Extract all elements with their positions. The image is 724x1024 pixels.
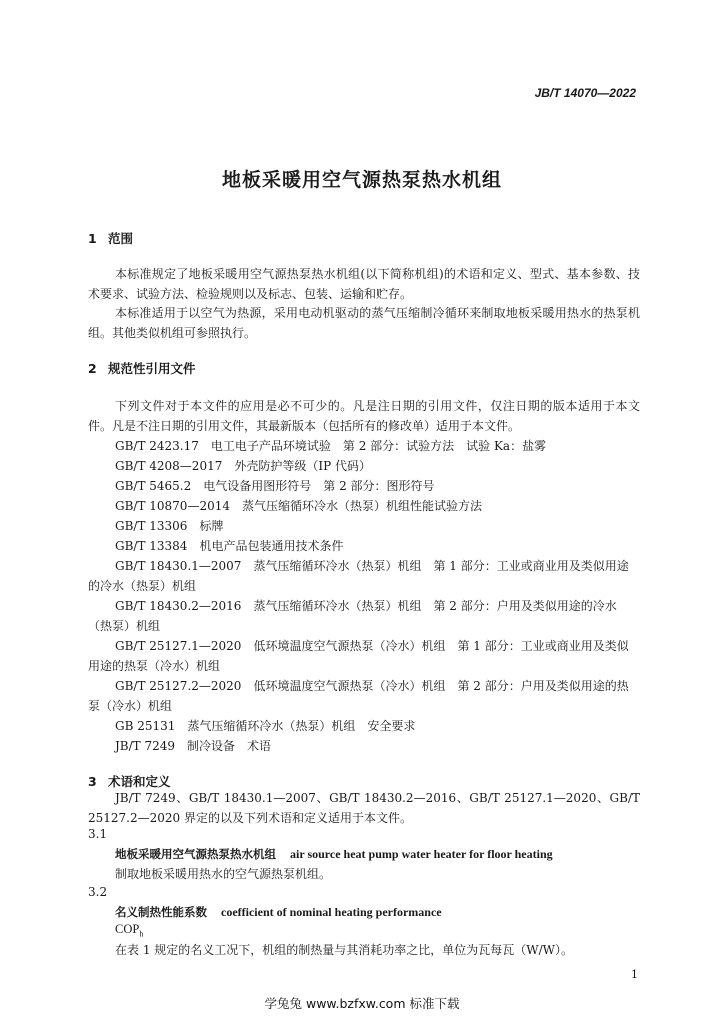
reference-code: GB/T 13306 [115, 519, 188, 533]
section-title: 术语和定义 [108, 774, 171, 789]
reference-title: 电气设备用图形符号 第 2 部分：图形符号 [203, 479, 435, 493]
reference-code: GB/T 25127.1—2020 [115, 639, 242, 653]
term-english: coefficient of nominal heating performance [221, 905, 442, 919]
reference-item [88, 716, 640, 736]
term-definition: 在表 1 规定的名义工况下，机组的制热量与其消耗功率之比，单位为瓦每瓦（W/W）。 [115, 943, 573, 957]
term-number: 3.2 [88, 885, 108, 899]
paragraph: 本标准规定了地板采暖用空气源热泵热水机组(以下简称机组)的术语和定义、型式、基本参数、技术要求、试验方法、检验规则以及标志、包装、运输和贮存。 [88, 267, 640, 301]
reference-item [88, 496, 640, 516]
reference-code: GB/T 5465.2 [115, 479, 192, 493]
reference-title: 低环境温度空气源热泵（冷水）机组 第 2 部分：户用及类似用途的热泵（冷水）机组 [88, 679, 629, 713]
paragraph: 本标准适用于以空气为热源，采用电动机驱动的蒸气压缩制冷循环来制取地板采暖用热水的热泵机组。其他类似机组可参照执行。 [88, 306, 640, 340]
reference-code: GB/T 25127.2—2020 [115, 679, 242, 693]
reference-code: JB/T 7249 [115, 739, 176, 753]
reference-title: 电工电子产品环境试验 第 2 部分：试验方法 试验 Ka：盐雾 [210, 439, 547, 453]
term-english: air source heat pump water heater for floor heating [290, 847, 553, 861]
standard-number: JB/T 14070—2022 [534, 86, 636, 100]
reference-title: 蒸气压缩循环冷水（热泵）机组 安全要求 [187, 719, 416, 733]
reference-title: 制冷设备 术语 [187, 739, 272, 753]
reference-title: 外壳防护等级（IP 代码） [234, 459, 371, 473]
term-number: 3.1 [88, 827, 108, 841]
reference-item [88, 536, 640, 556]
reference-code: GB/T 4208—2017 [115, 459, 223, 473]
term-symbol: $COP_h$ [115, 922, 144, 939]
term-definition: 制取地板采暖用热水的空气源热泵机组。 [115, 867, 332, 881]
section-title: 范围 [108, 231, 134, 246]
reference-code: GB 25131 [115, 719, 176, 733]
reference-item [88, 436, 640, 456]
reference-title: 蒸气压缩循环冷水（热泵）机组 第 2 部分：户用及类似用途的冷水（热泵）机组 [88, 599, 617, 633]
document-title: 地板采暖用空气源热泵热水机组 [221, 169, 502, 191]
paragraph: JB/T 7249、GB/T 18430.1—2007、GB/T 18430.2—2016、GB/T 25127.1—2020、GB/T 25127.2—2020 界定的以及下列术语和定义适用于本文件。 [88, 791, 640, 825]
reference-title: 蒸气压缩循环冷水（热泵）机组性能试验方法 [241, 499, 482, 513]
reference-item [88, 556, 640, 596]
page-number: 1 [631, 968, 638, 981]
paragraph: 下列文件对于本文件的应用是必不可少的。凡是注日期的引用文件，仅注日期的版本适用于本文件。凡是不注日期的引用文件，其最新版本（包括所有的修改单）适用于本文件。 [88, 399, 640, 433]
section-heading-2 [88, 359, 196, 377]
reference-code: GB/T 10870—2014 [115, 499, 230, 513]
reference-title: 机电产品包装通用技术条件 [199, 539, 344, 553]
reference-item [88, 596, 640, 636]
watermark: 学兔兔 www.bzfxw.com 标准下载 [264, 996, 460, 1011]
reference-item [88, 456, 640, 476]
reference-title: 蒸气压缩循环冷水（热泵）机组 第 1 部分：工业或商业用及类似用途的冷水（热泵）机组 [88, 559, 629, 593]
section-number: 2 [88, 361, 97, 376]
term-heading [115, 904, 442, 920]
term-chinese: 名义制热性能系数 [115, 905, 207, 919]
reference-title: 低环境温度空气源热泵（冷水）机组 第 1 部分：工业或商业用及类似用途的热泵（冷水）机组 [88, 639, 629, 673]
section-heading-1 [88, 229, 133, 247]
reference-code: GB/T 18430.2—2016 [115, 599, 242, 613]
reference-item [88, 676, 640, 716]
term-chinese: 地板采暖用空气源热泵热水机组 [115, 847, 276, 861]
reference-item [88, 516, 640, 536]
reference-item [88, 476, 640, 496]
term-heading [115, 846, 553, 862]
reference-code: GB/T 18430.1—2007 [115, 559, 242, 573]
section-number: 3 [88, 774, 97, 789]
reference-item [88, 736, 640, 756]
reference-code: GB/T 13384 [115, 539, 188, 553]
reference-item [88, 636, 640, 676]
reference-title: 标牌 [199, 519, 224, 533]
reference-code: GB/T 2423.17 [115, 439, 199, 453]
section-title: 规范性引用文件 [108, 361, 196, 376]
section-number: 1 [88, 231, 97, 246]
